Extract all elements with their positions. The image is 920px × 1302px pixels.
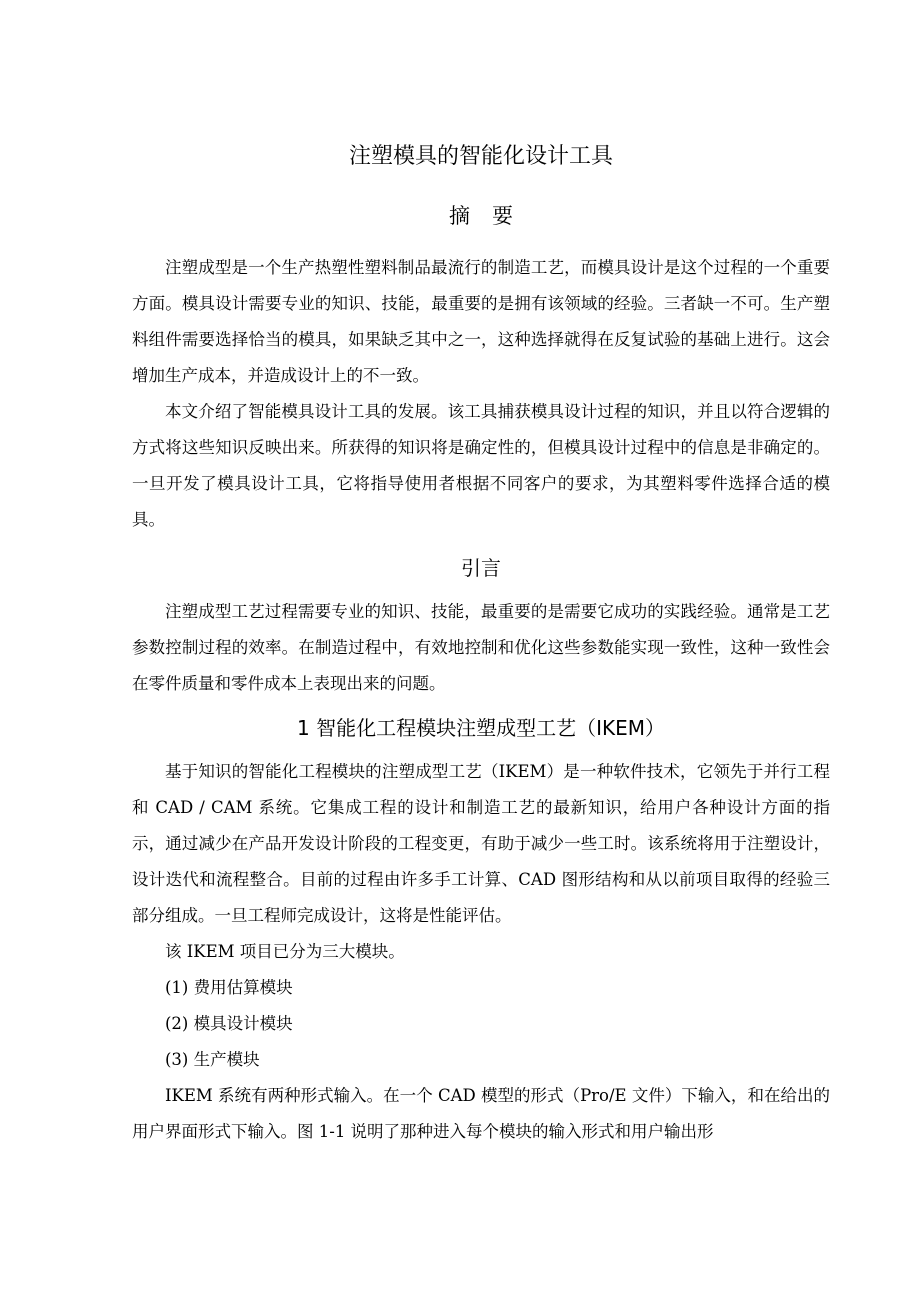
spacer (132, 538, 830, 552)
spacer (132, 232, 830, 250)
document-title: 注塑模具的智能化设计工具 (348, 144, 613, 169)
abstract-paragraph-1: 注塑成型是一个生产热塑性塑料制品最流行的制造工艺，而模具设计是这个过程的一个重要方面。模具设计需要专业的知识、技能，最重要的是拥有该领域的经验。三者缺一不可。生产塑料组件需要选择恰当的模具，如果缺乏其中之一，这种选择就得在反复试验的基础上进行。这会增加生产成本，并造成设计上的不一致。 (132, 258, 830, 385)
section-1-closing-paragraph: IKEM 系统有两种形式输入。在一个 CAD 模型的形式（Pro/E 文件）下输入，和在给出的用户界面形式下输入。图 1-1 说明了那种进入每个模块的输入形式和用户输出形 (132, 1086, 830, 1141)
module-list-item-1: (1) 费用估算模块 (165, 978, 293, 997)
document-body (132, 139, 830, 1150)
spacer (132, 584, 830, 594)
abstract-heading: 摘要 (449, 204, 535, 228)
section-1-paragraph-1: 基于知识的智能化工程模块的注塑成型工艺（IKEM）是一种软件技术，它领先于并行工程和 CAD / CAM 系统。它集成工程的设计和制造工艺的最新知识，给用户各种设计方面的指示，通过减少在产品开发设计阶段的工程变更，有助于减少一些工时。该系统将用于注塑设计，设计迭代和流程整合。目前的过程由许多手工计算、CAD 图形结构和从以前项目取得的经验三部分组成。一旦工程师完成设计，这将是性能评估。 (132, 762, 830, 925)
introduction-heading: 引言 (461, 556, 501, 580)
module-list-item-2: (2) 模具设计模块 (165, 1014, 293, 1033)
module-list-item-3: (3) 生产模块 (165, 1050, 260, 1069)
spacer (132, 702, 830, 712)
abstract-paragraph-2: 本文介绍了智能模具设计工具的发展。该工具捕获模具设计过程的知识，并且以符合逻辑的方式将这些知识反映出来。所获得的知识将是确定性的，但模具设计过程中的信息是非确定的。一旦开发了模具设计工具，它将指导使用者根据不同客户的要求，为其塑料零件选择合适的模具。 (132, 402, 830, 529)
section-1-heading: 1 智能化工程模块注塑成型工艺（IKEM） (297, 716, 665, 740)
introduction-paragraph-1: 注塑成型工艺过程需要专业的知识、技能，最重要的是需要它成功的实践经验。通常是工艺参数控制过程的效率。在制造过程中，有效地控制和优化这些参数能实现一致性，这种一致性会在零件质量和零件成本上表现出来的问题。 (132, 602, 830, 693)
section-1-paragraph-2: 该 IKEM 项目已分为三大模块。 (165, 942, 405, 961)
spacer (132, 744, 830, 754)
